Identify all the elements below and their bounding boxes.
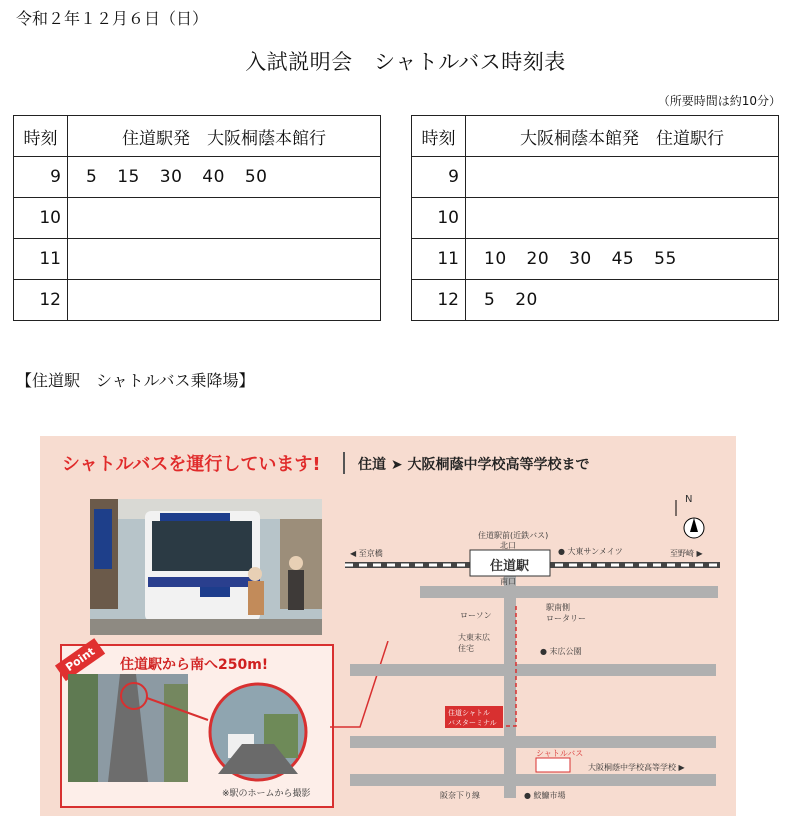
kitaguchi-label: 北口 (500, 541, 516, 550)
poster-banner: シャトルバスを運行しています! (62, 454, 321, 475)
table-row (14, 157, 381, 198)
park-label: ● 末広公園 (540, 647, 582, 656)
timetable-outbound (13, 115, 381, 321)
school-label: 大阪桐蔭中学校高等学校 ▶ (588, 763, 685, 772)
timetable-return (411, 115, 779, 321)
header-route: 住道駅発 大阪桐蔭本館行 (68, 116, 381, 157)
table-row (412, 198, 779, 239)
minutes-cell (466, 198, 779, 239)
page-title: 入試説明会 シャトルバス時刻表 (245, 50, 566, 74)
minutes-cell: 5 15 30 40 50 (68, 157, 381, 198)
minutes-cell (68, 198, 381, 239)
shuttle-label: シャトルバス (536, 749, 584, 758)
travel-time-note: （所要時間は約10分） (657, 94, 781, 108)
minutes-cell: 10 20 30 45 55 (466, 239, 779, 280)
photo-caption: ※駅のホームから撮影 (222, 789, 311, 799)
hour-cell: 12 (412, 280, 466, 321)
header-hour: 時刻 (412, 116, 466, 157)
header-route: 大阪桐蔭本館発 住道駅行 (466, 116, 779, 157)
table-header-row (412, 116, 779, 157)
point-box (60, 644, 334, 808)
daito-sun-label: ● 大東サンメイツ (558, 547, 623, 556)
table-header-row (14, 116, 381, 157)
market-label: ● 鮫鱇市場 (524, 791, 566, 800)
to-kyobashi-label: ◀ 至京橋 (350, 549, 383, 558)
minutes-cell (68, 280, 381, 321)
bus-photo (90, 499, 322, 635)
rotary-label: 駅南側 ロータリー (546, 603, 586, 623)
north-label: N (685, 494, 693, 505)
minutes-cell (68, 239, 381, 280)
section-title: 【住道駅 シャトルバス乗降場】 (16, 371, 255, 390)
minamiguchi-label: 南口 (500, 577, 516, 586)
date-text: 令和２年１２月６日（日） (16, 9, 209, 28)
terminal-label: 住道シャトル バスターミナル (448, 709, 497, 727)
lawson-label: ローソン (460, 611, 492, 620)
table-row (412, 157, 779, 198)
hour-cell: 12 (14, 280, 68, 321)
table-row (412, 280, 779, 321)
hannan-label: 阪奈下り線 (440, 791, 480, 800)
shuttle-poster (40, 436, 736, 816)
hour-cell: 9 (412, 157, 466, 198)
route-map (340, 496, 730, 806)
station-label: 住道駅 (490, 559, 530, 574)
point-text: 住道駅から南へ250m! (120, 657, 269, 673)
table-row (14, 280, 381, 321)
table-row (14, 239, 381, 280)
hour-cell: 9 (14, 157, 68, 198)
header-hour: 時刻 (14, 116, 68, 157)
table-row (14, 198, 381, 239)
hour-cell: 11 (412, 239, 466, 280)
table-row (412, 239, 779, 280)
street-photo (68, 674, 328, 782)
banner-divider (343, 452, 345, 474)
minutes-cell (466, 157, 779, 198)
hour-cell: 11 (14, 239, 68, 280)
jutaku-label: 大東末広 住宅 (458, 633, 490, 653)
hour-cell: 10 (14, 198, 68, 239)
bus-stop-label: 住道駅前(近鉄バス) (478, 531, 549, 540)
hour-cell: 10 (412, 198, 466, 239)
to-nozaki-label: 至野崎 ▶ (670, 549, 703, 558)
minutes-cell: 5 20 (466, 280, 779, 321)
poster-route: 住道 ➤ 大阪桐蔭中学校高等学校まで (358, 457, 590, 473)
point-tag: Point (55, 638, 106, 681)
